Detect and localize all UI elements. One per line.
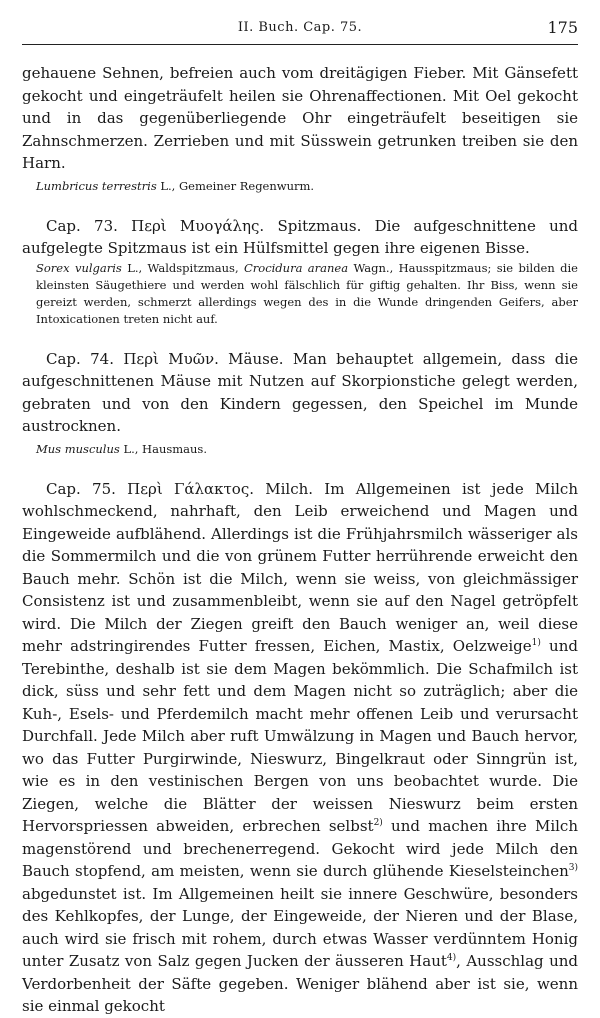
chapter-number: Cap. 75. bbox=[46, 479, 116, 498]
chapter-74: Cap. 74. Περὶ Μυῶν. Mäuse. Man behauptet allgemein, dass die aufgeschnittenen Mäuse mit Nutzen auf Skorpionstiche gelegt werden, gebraten und von den Kindern gegessen, den Speichel im Munde austrocknen. bbox=[22, 349, 578, 435]
paragraph-continuation: gehauene Sehnen, befreien auch vom dreitägigen Fieber. Mit Gänsefett gekocht und eingeträufelt heilen sie Ohrenaffectionen. Mit Oel gekocht und in das gegenüberliegende Ohr eingeträufelt beseitigen sie Zahnschmerzen. Zerrieben und mit Süsswein getrunken treiben sie den Harn. bbox=[22, 64, 578, 172]
footnote-ref-2[interactable]: 2) bbox=[373, 818, 383, 828]
page-body bbox=[22, 62, 578, 1018]
running-header bbox=[22, 0, 578, 44]
chapter-number: Cap. 73. bbox=[46, 216, 118, 235]
footnote-ref-4[interactable]: 4) bbox=[446, 953, 457, 963]
greek-title: Περὶ Γάλακτος. bbox=[127, 479, 255, 498]
chapter-73: Cap. 73. Περὶ Μυογάλης. Spitzmaus. Die aufgeschnittene und aufgelegte Spitzmaus ist ein Hülfsmittel gegen ihre eigenen Bisse. bbox=[22, 216, 578, 257]
running-title: II. Buch. Cap. 75. bbox=[237, 20, 363, 35]
page-number: 175 bbox=[547, 18, 578, 37]
header-rule bbox=[22, 44, 578, 45]
chapter-number: Cap. 74. bbox=[46, 349, 114, 368]
footnote-ref-3[interactable]: 3) bbox=[568, 863, 578, 873]
greek-title: Περὶ Μυογάλης. bbox=[131, 216, 265, 235]
greek-title: Περὶ Μυῶν. bbox=[123, 349, 219, 368]
book-page bbox=[22, 0, 578, 1015]
species-note-sorex: Sorex vulgaris L., Waldspitzmaus, Crocidura aranea Wagn., Hausspitzmaus; sie bilden die kleinsten Säugethiere und werden wohl fälschlich für giftig gehalten. Ihr Biss, wenn sie gereizt werden, schmerzt allerdings wegen des in die Wunde dringenden Geifers, aber Intoxicationen treten nicht auf. bbox=[36, 260, 578, 326]
chapter-75: Cap. 75. Περὶ Γάλακτος. Milch. Im Allgemeinen ist jede Milch wohlschmeckend, nahrhaft, den Leib erweichend und Magen und Eingeweide aufblähend. Allerdings ist die Frühjahrsmilch wässeriger als die Sommermilch und die von grünem Futter herrührende erweicht den Bauch mehr. Schön ist die Milch, wenn sie weiss, von gleichmässiger Consistenz ist und zusammenbleibt, wenn sie auf den Nagel getröpfelt wird. Die Milch der Ziegen greift den Bauch weniger an, weil diese mehr adstringirendes Futter fressen, Eichen, Mastix, Oelzweige$^{1)}$ und Terebinthe, deshalb ist sie dem Magen bekömmlich. Die Schafmilch ist dick, süss und sehr fett und dem Magen nicht so zuträglich; aber die Kuh-, Esels- und Pferdemilch macht mehr offenen Leib und verursacht Durchfall. Jede Milch aber ruft Umwälzung in Magen und Bauch hervor, wo das Futter Purgirwinde, Nieswurz, Bingelkraut oder Sinngrün ist, wie es in den vestinischen Bergen von uns beobachtet wurde. Die Ziegen, welche die Blätter der weissen Nieswurz beim ersten Hervorspriessen abweiden, erbrechen selbst$^{2)}$ und machen ihre Milch magenstörend und brechenerregend. Gekocht wird jede Milch den Bauch stopfend, am meisten, wenn sie durch glühende Kieselsteinchen$^{3)}$ abgedunstet ist. Im Allgemeinen heilt sie innere Geschwüre, besonders des Kehlkopfes, der Lunge, der Eingeweide, der Nieren und der Blase, auch wird sie frisch mit rohem, durch etwas Wasser verdünntem Honig unter Zusatz von Salz gegen Jucken der äusseren Haut$^{4)}$, Ausschlag und Verdorbenheit der Säfte gegeben. Weniger blähend aber ist sie, wenn sie einmal gekocht bbox=[22, 479, 578, 1015]
species-note-mus: Mus musculus L., Hausmaus. bbox=[36, 441, 207, 456]
footnote-ref-1[interactable]: 1) bbox=[531, 638, 541, 648]
species-note-lumbricus: Lumbricus terrestris L., Gemeiner Regenwurm. bbox=[36, 178, 315, 193]
